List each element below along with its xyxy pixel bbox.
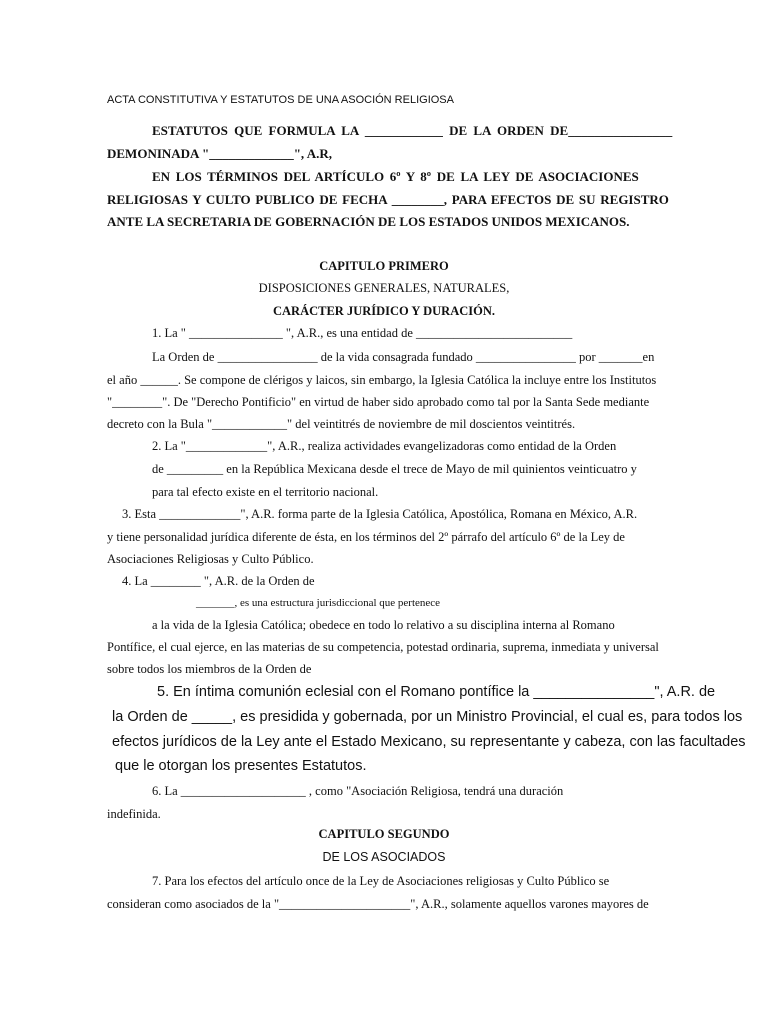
document-title: ACTA CONSTITUTIVA Y ESTATUTOS DE UNA ASOCIÓN RELIGIOSA: [107, 94, 454, 106]
art4-line-3: a la vida de la Iglesia Católica; obedece en todo lo relativo a su disciplina interna al Romano: [152, 618, 615, 632]
art5-line-2: la Orden de _____, es presidida y gobernada, por un Ministro Provincial, el cual es, para todos los: [112, 709, 743, 725]
chapter2-title: CAPITULO SEGUNDO: [318, 827, 450, 841]
art5-line-4: que le otorgan los presentes Estatutos.: [115, 758, 367, 774]
art4-line-1: 4. La ________ ", A.R. de la Orden de: [122, 574, 315, 588]
chapter1-title: CAPITULO PRIMERO: [319, 259, 449, 273]
art4-line-2: _______, es una estructura jurisdiccional que pertenece: [196, 597, 441, 609]
art5-line-3: efectos jurídicos de la Ley ante el Estado Mexicano, su representante y cabeza, con las facultades: [112, 734, 746, 750]
art4-line-5: sobre todos los miembros de la Orden de: [107, 662, 312, 676]
art2-line-3: para tal efecto existe en el territorio nacional.: [152, 485, 379, 499]
art2-line-1: 2. La "_____________", A.R., realiza actividades evangelizadoras como entidad de la Orden: [152, 439, 617, 453]
art5-line-1: 5. En íntima comunión eclesial con el Romano pontífice la _______________", A.R. de: [157, 684, 716, 700]
art7-line-2: consideran como asociados de la "_____________________", A.R., solamente aquellos varones mayores de: [107, 897, 649, 911]
art3-line-2: y tiene personalidad jurídica diferente de ésta, en los términos del 2º párrafo del artículo 6º de la Ley de: [107, 530, 625, 544]
chapter1-heading: CARÁCTER JURÍDICO Y DURACIÓN.: [273, 304, 495, 318]
intro-line-4: RELIGIOSAS Y CULTO PUBLICO DE FECHA ________, PARA EFECTOS DE SU REGISTRO: [107, 192, 669, 207]
intro-line-5: ANTE LA SECRETARIA DE GOBERNACIÓN DE LOS ESTADOS UNIDOS MEXICANOS.: [107, 214, 630, 229]
art7-line-1: 7. Para los efectos del artículo once de la Ley de Asociaciones religiosas y Culto Público se: [152, 874, 610, 888]
art1-line-1: 1. La " _______________ ", A.R., es una entidad de _________________________: [152, 326, 573, 340]
intro-line-1: ESTATUTOS QUE FORMULA LA ____________ DE LA ORDEN DE________________: [152, 123, 673, 138]
art3-line-1: 3. Esta _____________", A.R. forma parte de la Iglesia Católica, Apostólica, Romana en México, A.R.: [122, 507, 638, 521]
art1-line-4: "________". De "Derecho Pontificio" en virtud de haber sido aprobado como tal por la Santa Sede mediante: [107, 395, 650, 409]
intro-line-2: DEMONINADA "_____________", A.R,: [107, 146, 332, 161]
chapter1-subtitle: DISPOSICIONES GENERALES, NATURALES,: [258, 281, 510, 295]
chapter2-subtitle: DE LOS ASOCIADOS: [322, 850, 446, 864]
art1-line-2: La Orden de ________________ de la vida consagrada fundado ________________ por _______en: [152, 350, 655, 364]
art4-line-4: Pontífice, el cual ejerce, en las materias de su competencia, potestad ordinaria, suprema, inmediata y universal: [107, 640, 659, 654]
art3-line-3: Asociaciones Religiosas y Culto Público.: [107, 552, 314, 566]
art1-line-5: decreto con la Bula "____________" del veintitrés de noviembre de mil doscientos veintitrés.: [107, 417, 576, 431]
art6-line-2: indefinida.: [107, 807, 161, 821]
art6-line-1: 6. La ____________________ , como "Asociación Religiosa, tendrá una duración: [152, 784, 564, 798]
art2-line-2: de _________ en la República Mexicana desde el trece de Mayo de mil quinientos veinticuatro y: [152, 462, 637, 476]
intro-line-3: EN LOS TÉRMINOS DEL ARTÍCULO 6º Y 8º DE LA LEY DE ASOCIACIONES: [152, 169, 639, 184]
art1-line-3: el año ______. Se compone de clérigos y laicos, sin embargo, la Iglesia Católica la incluye entre los Institutos: [107, 373, 657, 387]
